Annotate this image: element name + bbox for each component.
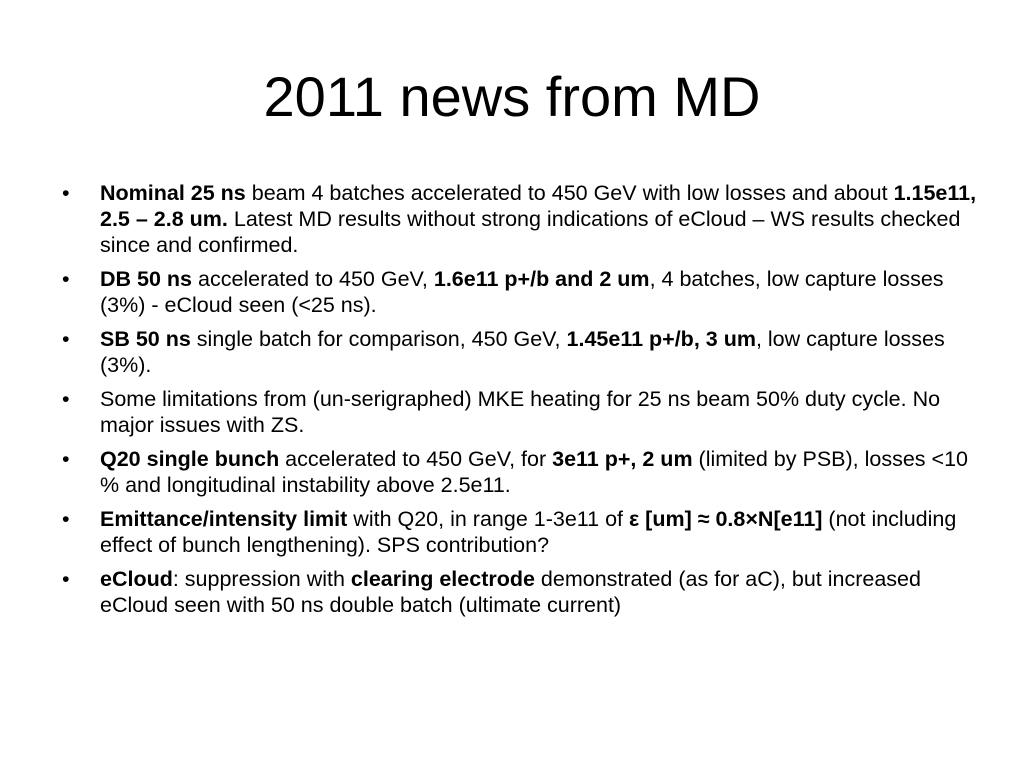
bullet-text: accelerated to 450 GeV, for: [279, 447, 553, 471]
bullet-item: [62, 180, 982, 258]
bullet-item: [62, 326, 982, 378]
bullet-emphasis: Emittance/intensity limit: [100, 507, 348, 531]
bullet-emphasis: 1.45e11 p+/b, 3 um: [566, 327, 756, 351]
bullet-emphasis: Nominal 25 ns: [100, 181, 246, 205]
bullet-emphasis: clearing electrode: [350, 567, 535, 591]
bullet-text: (not including effect of bunch lengthening). SPS contribution?: [100, 507, 957, 557]
slide-title: 2011 news from MD: [263, 65, 761, 128]
bullet-marker: •: [62, 181, 70, 205]
bullet-text: demonstrated (as for aC), but increased eCloud seen with 50 ns double batch (ultimate current): [100, 567, 921, 617]
bullet-marker: •: [62, 387, 70, 411]
bullet-emphasis: 1.6e11 p+/b and 2 um: [433, 267, 650, 291]
bullet-emphasis: eCloud: [100, 567, 173, 591]
bullet-text: : suppression with: [172, 567, 351, 591]
bullet-text: Some limitations from (un-serigraphed) MKE heating for 25 ns beam 50% duty cycle. No major issues with ZS.: [100, 387, 941, 437]
bullet-emphasis: Q20 single bunch: [100, 447, 280, 471]
bullet-emphasis: DB 50 ns: [100, 267, 193, 291]
bullet-marker: •: [62, 567, 70, 591]
bullet-item: [62, 266, 982, 318]
bullet-marker: •: [62, 267, 70, 291]
bullet-marker: •: [62, 507, 70, 531]
bullet-text: accelerated to 450 GeV,: [192, 267, 434, 291]
bullet-text: , low capture losses (3%).: [100, 327, 945, 377]
bullet-emphasis: 1.15e11, 2.5 – 2.8 um.: [100, 181, 977, 231]
bullet-text: , 4 batches, low capture losses (3%) - eCloud seen (<25 ns).: [100, 267, 944, 317]
bullet-text: with Q20, in range 1-3e11 of: [347, 507, 629, 531]
bullet-list: [62, 180, 982, 626]
bullet-emphasis: SB 50 ns: [100, 327, 191, 351]
bullet-item: [62, 506, 982, 558]
bullet-item: [62, 566, 982, 618]
bullet-text: (limited by PSB), losses <10 % and longitudinal instability above 2.5e11.: [100, 447, 968, 497]
bullet-emphasis: 3e11 p+, 2 um: [552, 447, 693, 471]
bullet-text: single batch for comparison, 450 GeV,: [190, 327, 567, 351]
bullet-marker: •: [62, 327, 70, 351]
bullet-text: Latest MD results without strong indications of eCloud – WS results checked since and confirmed.: [100, 207, 961, 257]
bullet-marker: •: [62, 447, 70, 471]
bullet-text: beam 4 batches accelerated to 450 GeV with low losses and about: [245, 181, 894, 205]
bullet-item: [62, 446, 982, 498]
bullet-emphasis: ε [um] ≈ 0.8×N[e11]: [628, 507, 823, 531]
bullet-item: [62, 386, 982, 438]
